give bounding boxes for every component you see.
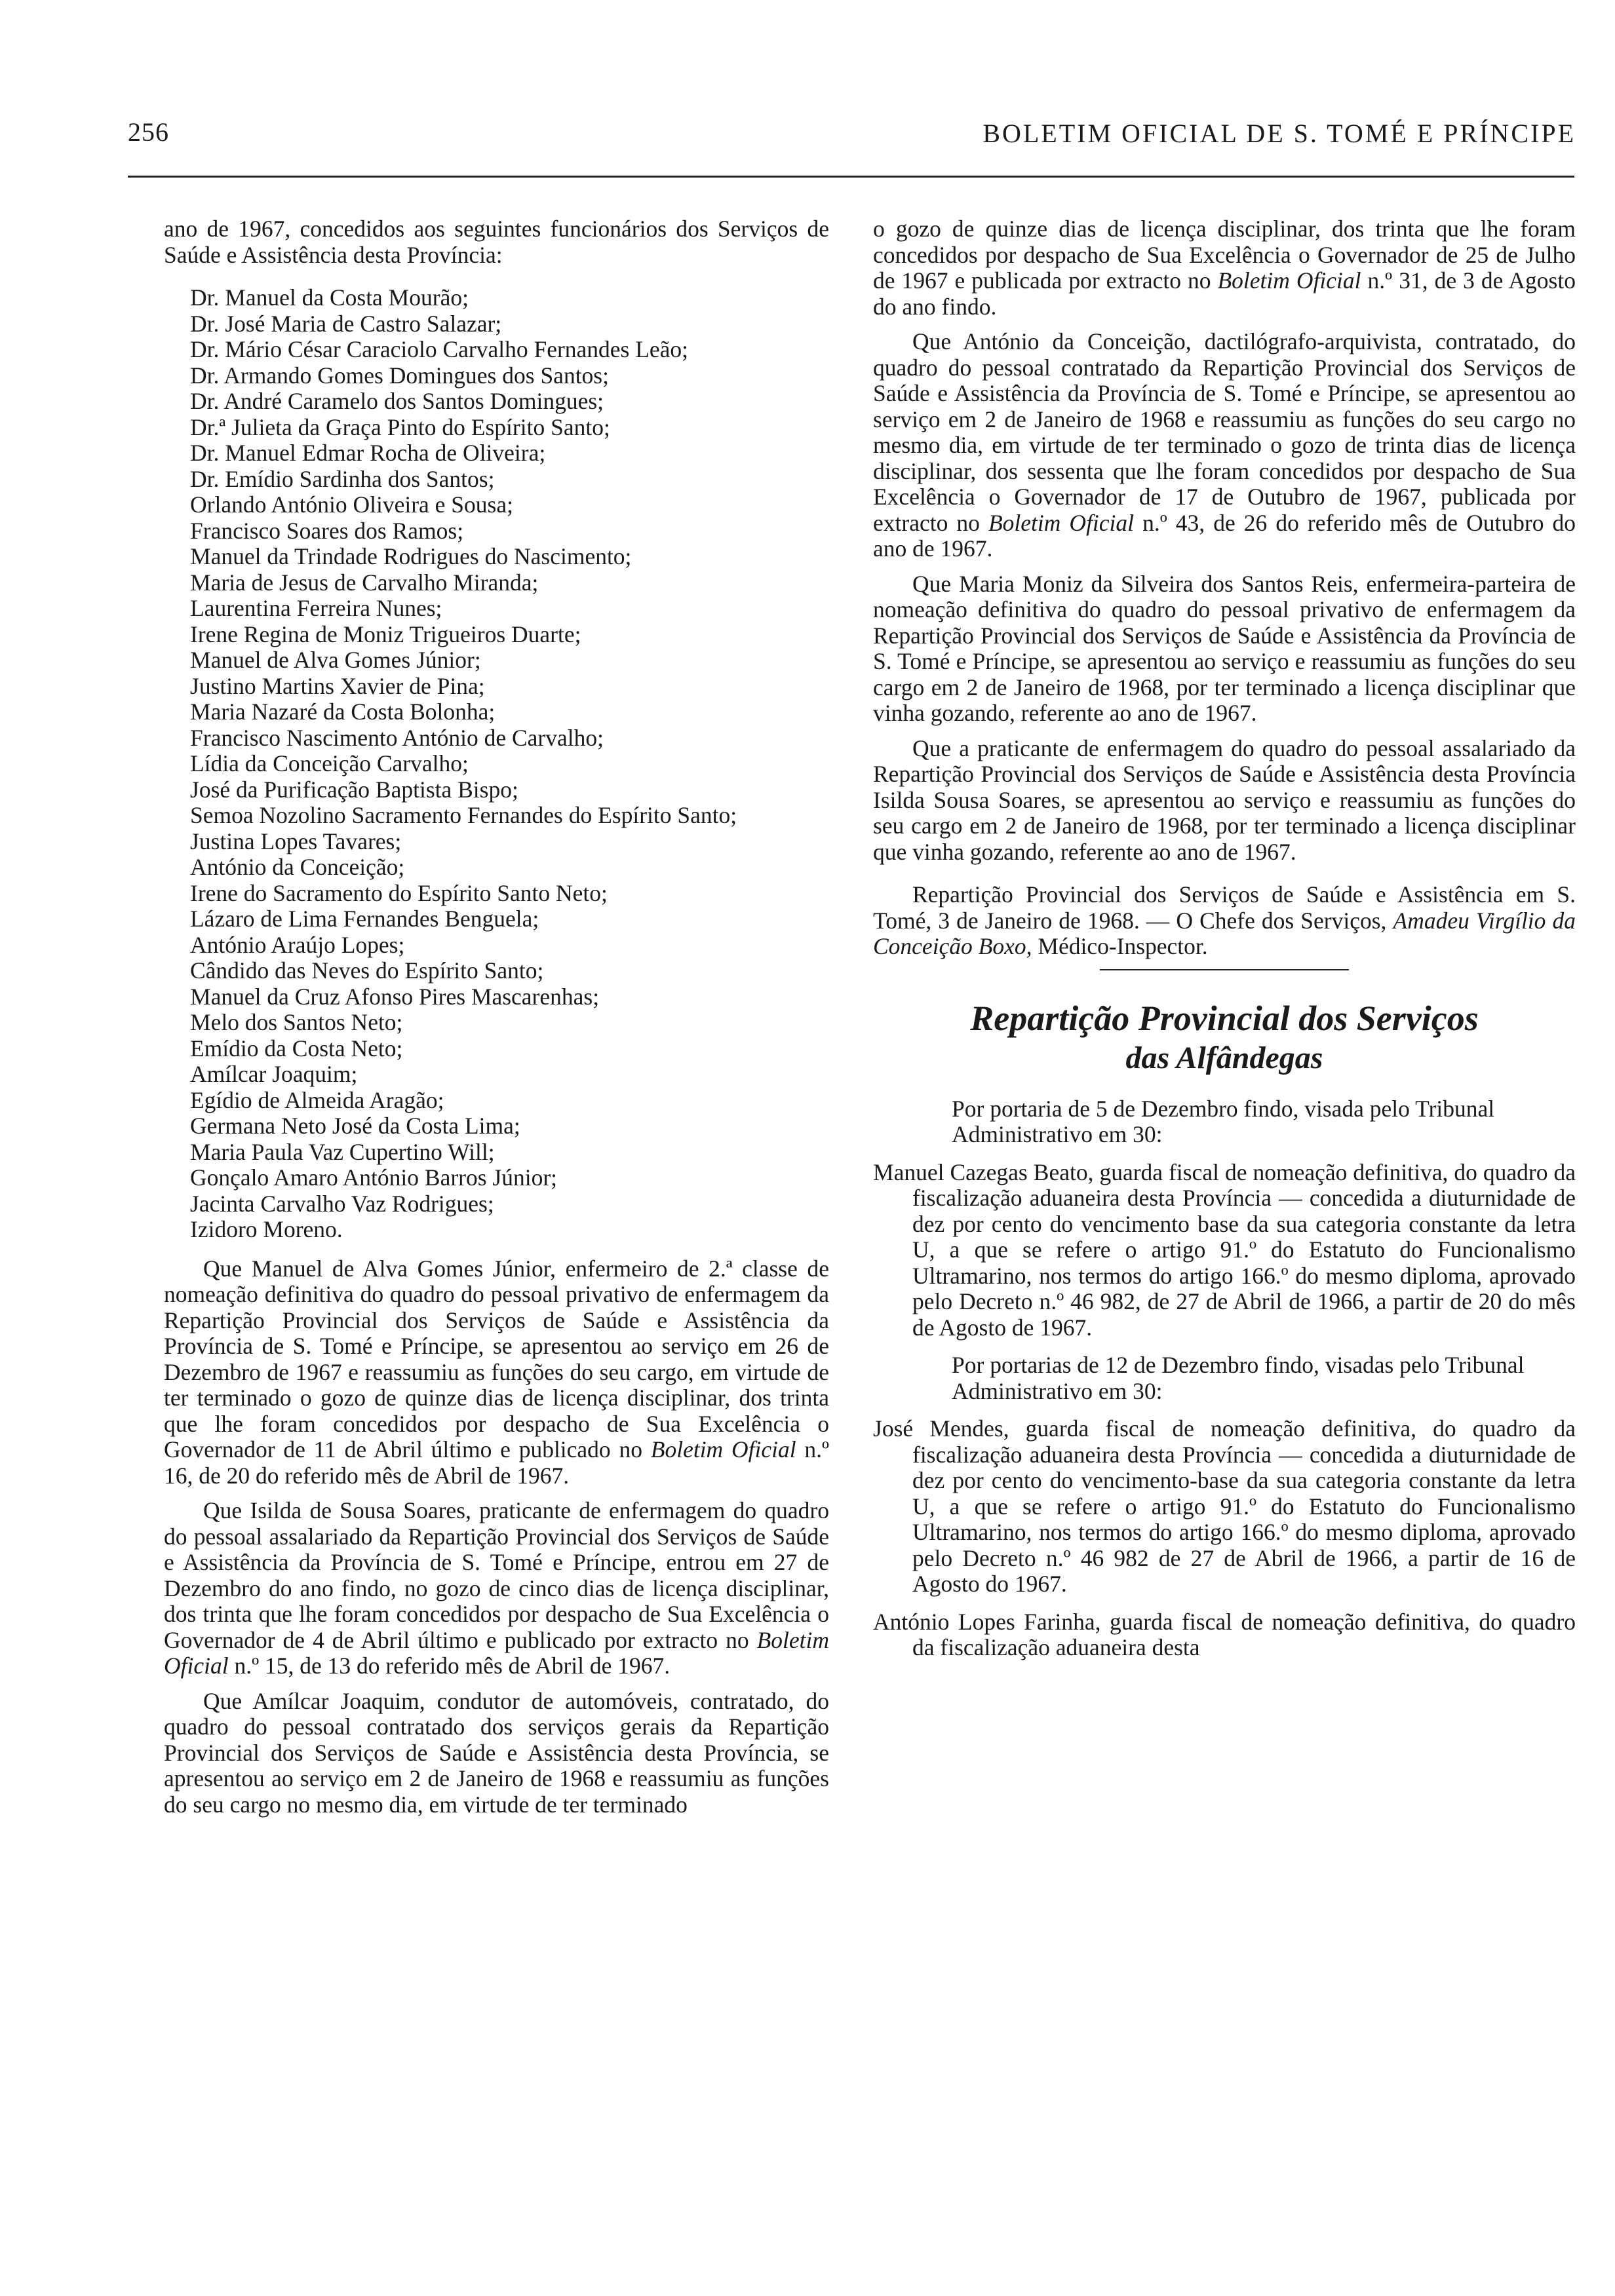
list-item: Maria Paula Vaz Cupertino Will; (190, 1138, 495, 1165)
paragraph-text: n.º 31, de 3 de Agosto do ano findo. (873, 267, 1576, 320)
list-item: Emídio da Costa Neto; (190, 1035, 403, 1062)
paragraph-text: o gozo de quinze dias de licença disciplinar, dos trinta que lhe foram concedidos por despacho de Sua Excelência o Governador de 25 de Julho de 1967 e publicada por extracto no (873, 216, 1576, 294)
list-item: Dr. André Caramelo dos Santos Domingues; (190, 388, 604, 414)
paragraph-text: Que António da Conceição, dactilógrafo-arquivista, contratado, do quadro do pessoal contratado da Repartição Provincial dos Serviços de Saúde e Assistência da Província de S. Tomé e Príncipe, se apresentou ao serviço em 2 de Janeiro de 1968 e reassumiu as funções do seu cargo no mesmo dia, em virtude de ter terminado o gozo de trinta dias de licença disciplinar, dos sessenta que lhe foram concedidos por despacho de Sua Excelência o Governador de 17 de Outubro de 1967, publicada por extracto no (873, 328, 1576, 536)
list-item: Cândido das Neves do Espírito Santo; (190, 957, 544, 984)
list-item: Gonçalo Amaro António Barros Júnior; (190, 1164, 558, 1191)
list-item: Dr. José Maria de Castro Salazar; (190, 310, 502, 337)
list-item: Semoa Nozolino Sacramento Fernandes do Espírito Santo; (190, 802, 737, 828)
list-item: Laurentina Ferreira Nunes; (190, 595, 442, 621)
staff-name-list (190, 285, 829, 1243)
section-subtitle: das Alfândegas (1125, 1040, 1323, 1075)
list-item: António Araújo Lopes; (190, 931, 405, 958)
publication-name: Boletim Oficial (164, 1626, 830, 1679)
entry-antonio-farinha: António Lopes Farinha, guarda fiscal de nomeação definitiva, do quadro da fiscalização aduaneira desta (873, 1608, 1576, 1660)
entry-jose-mendes: José Mendes, guarda fiscal de nomeação definitiva, do quadro da fiscalização aduaneira desta Província — concedida a diuturnidade de dez por cento do vencimento-base da sua categoria constante da letra U, a que se refere o artigo 91.º do Estatuto do Funcionalismo Ultramarino, nos termos do artigo 166.º do mesmo diploma, aprovado pelo Decreto n.º 46 982 de 27 de Abril de 1966, a partir de 16 de Agosto do 1967. (873, 1415, 1576, 1597)
list-item: Maria de Jesus de Carvalho Miranda; (190, 569, 539, 596)
list-item: António da Conceição; (190, 854, 405, 880)
list-item: Dr.ª Julieta da Graça Pinto do Espírito Santo; (190, 413, 610, 440)
intro-paragraph: ano de 1967, concedidos aos seguintes funcionários dos Serviços de Saúde e Assistência desta Província: (164, 216, 829, 268)
list-item: Lídia da Conceição Carvalho; (190, 750, 469, 776)
paragraph-text: n.º 15, de 13 do referido mês de Abril de 1967. (234, 1653, 671, 1679)
paragraph-text: n.º 16, de 20 do referido mês de Abril de 1967. (164, 1436, 830, 1489)
list-item: Dr. Armando Gomes Domingues dos Santos; (190, 362, 609, 389)
paragraph-amilcar-joaquim: Que Amílcar Joaquim, condutor de automóveis, contratado, do quadro do pessoal contratado dos serviços gerais da Repartição Provincial dos Serviços de Saúde e Assistência desta Província, se apresentou ao serviço em 2 de Janeiro de 1968 e reassumiu as funções do seu cargo no mesmo dia, em virtude de ter terminado (164, 1687, 829, 1818)
page-number: 256 (128, 117, 169, 147)
running-title: BOLETIM OFICIAL DE S. TOMÉ E PRÍNCIPE (983, 119, 1576, 148)
list-item: José da Purificação Baptista Bispo; (190, 776, 518, 803)
paragraph-antonio-conceicao (873, 329, 1576, 562)
list-item: Justina Lopes Tavares; (190, 828, 402, 854)
list-item: Dr. Mário César Caraciolo Carvalho Fernandes Leão; (190, 336, 689, 362)
right-column (873, 216, 1576, 1673)
signoff-paragraph (873, 882, 1576, 960)
paragraph-text: n.º 43, de 26 do referido mês de Outubro do ano de 1967. (873, 509, 1576, 562)
portaria-heading: Por portaria de 5 de Dezembro findo, visada pelo Tribunal Administrativo em 30: (952, 1095, 1495, 1147)
publication-name: Boletim Oficial (650, 1436, 796, 1463)
paragraph-isilda-sousa-soares: Que a praticante de enfermagem do quadro do pessoal assalariado da Repartição Provincial dos Serviços de Saúde e Assistência desta Província Isilda Sousa Soares, se apresentou ao serviço e reassumiu as funções do seu cargo em 2 de Janeiro de 1968, por ter terminado a licença disciplinar que vinha gozando, referente ao ano de 1967. (873, 735, 1576, 865)
list-item: Amílcar Joaquim; (190, 1061, 358, 1087)
publication-name: Boletim Oficial (988, 509, 1135, 536)
signer-name: Amadeu Virgílio da Conceição Boxo, (873, 907, 1576, 959)
list-item: Francisco Soares dos Ramos; (190, 517, 464, 544)
list-item: Jacinta Carvalho Vaz Rodrigues; (190, 1190, 494, 1217)
list-item: Orlando António Oliveira e Sousa; (190, 491, 513, 518)
paragraph-continuation (873, 216, 1576, 320)
list-item: Francisco Nascimento António de Carvalho; (190, 724, 604, 751)
list-item: Izidoro Moreno. (190, 1216, 343, 1242)
list-item: Irene do Sacramento do Espírito Santo Neto; (190, 879, 608, 906)
list-item: Maria Nazaré da Costa Bolonha; (190, 698, 496, 725)
entry-manuel-beato: Manuel Cazegas Beato, guarda fiscal de nomeação definitiva, do quadro da fiscalização aduaneira desta Província — concedida a diuturnidade de dez por cento do vencimento base da sua categoria constante da letra U, a que se refere o artigo 91.º do Estatuto do Funcionalismo Ultramarino, nos termos do artigo 166.º do mesmo diploma, aprovado pelo Decreto n.º 46 982, de 27 de Abril de 1966, a partir de 20 do mês de Agosto de 1967. (873, 1158, 1576, 1341)
left-column (164, 216, 829, 1827)
list-item: Dr. Manuel da Costa Mourão; (190, 284, 469, 311)
list-item: Dr. Manuel Edmar Rocha de Oliveira; (190, 440, 546, 466)
portaria-heading: Por portarias de 12 de Dezembro findo, visadas pelo Tribunal Administrativo em 30: (952, 1352, 1525, 1404)
list-item: Lázaro de Lima Fernandes Benguela; (190, 906, 539, 932)
publication-name: Boletim Oficial (1217, 267, 1361, 294)
paragraph-text: Que Isilda de Sousa Soares, praticante de enfermagem do quadro do pessoal assalariado da Repartição Provincial dos Serviços de Saúde e Assistência da Província de S. Tomé e Príncipe, entrou em 27 de Dezembro do ano findo, no gozo de cinco dias de licença disciplinar, dos trinta que lhe foram concedidos por despacho de Sua Excelência o Governador de 4 de Abril último e publicado por extracto no (164, 1497, 829, 1653)
section-title: Repartição Provincial dos Serviços (970, 998, 1479, 1038)
paragraph-isilda-soares (164, 1498, 829, 1679)
list-item: Manuel de Alva Gomes Júnior; (190, 647, 481, 673)
signoff-text: Repartição Provincial dos Serviços de Saúde e Assistência em S. Tomé, 3 de Janeiro de 1968. — O Chefe dos Serviços, (873, 881, 1576, 934)
list-item: Dr. Emídio Sardinha dos Santos; (190, 465, 495, 492)
signer-title: Médico-Inspector. (1038, 933, 1208, 959)
list-item: Germana Neto José da Costa Lima; (190, 1113, 520, 1139)
list-item: Justino Martins Xavier de Pina; (190, 672, 485, 699)
list-item: Manuel da Trindade Rodrigues do Nascimento; (190, 543, 632, 569)
paragraph-alva-gomes (164, 1256, 829, 1489)
paragraph-maria-moniz: Que Maria Moniz da Silveira dos Santos Reis, enfermeira-parteira de nomeação definitiva do quadro do pessoal privativo de enfermagem da Repartição Provincial dos Serviços de Saúde e Assistência da Província de S. Tomé e Príncipe, se apresentou ao serviço e reassumiu as funções do seu cargo em 2 de Janeiro de 1968, por ter terminado a licença disciplinar que vinha gozando, referente ao ano de 1967. (873, 570, 1576, 726)
list-item: Manuel da Cruz Afonso Pires Mascarenhas; (190, 983, 600, 1010)
list-item: Irene Regina de Moniz Trigueiros Duarte; (190, 621, 581, 647)
list-item: Melo dos Santos Neto; (190, 1009, 403, 1035)
paragraph-text: Que Manuel de Alva Gomes Júnior, enfermeiro de 2.ª classe de nomeação definitiva do quadro do pessoal privativo de enfermagem da Repartição Provincial dos Serviços de Saúde e Assistência da Província de S. Tomé e Príncipe, se apresentou ao serviço em 26 de Dezembro de 1967 e reassumiu as funções do seu cargo, em virtude de ter terminado o gozo de quinze dias de licença disciplinar, dos trinta que lhe foram concedidos por despacho de Sua Excelência o Governador de 11 de Abril último e publicado no (164, 1255, 829, 1463)
section-divider (1100, 969, 1349, 970)
list-item: Egídio de Almeida Aragão; (190, 1086, 444, 1113)
header-rule (128, 176, 1574, 178)
